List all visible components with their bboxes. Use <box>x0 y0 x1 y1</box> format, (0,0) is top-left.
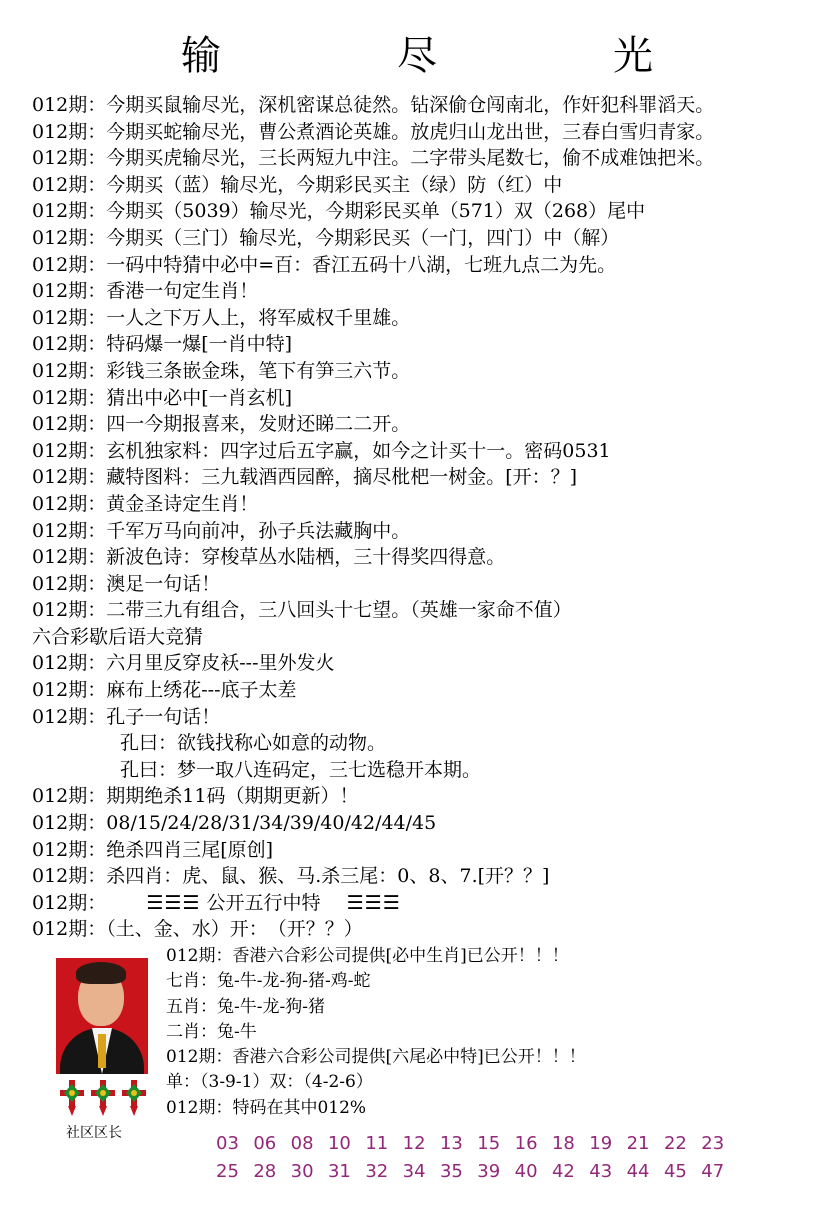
portrait-caption: 社区区长 <box>66 1125 122 1141</box>
number-cell: 19 <box>589 1133 613 1154</box>
line-20: 012期：二带三九有组合，三八回头十七望。（英雄一家命不值） <box>32 599 572 622</box>
bottom-line-6: 单：（3-9-1）双：（4-2-6） <box>166 1072 373 1093</box>
number-row-1 <box>216 1130 816 1158</box>
number-cell: 23 <box>701 1133 725 1154</box>
bottom-line-1: 012期：香港六合彩公司提供[必中生肖]已公开！！！ <box>166 946 569 966</box>
section-heading: 六合彩歇后语大竞猜 <box>32 625 204 648</box>
line-15: 012期：藏特图料：三九载酒西园醉，摘尽枇杷一树金。[开：？] <box>32 466 578 489</box>
line-18: 012期：新波色诗：穿梭草丛水陆栖，三十得奖四得意。 <box>32 546 506 569</box>
number-cell: 40 <box>514 1161 538 1182</box>
cross-badge-icon <box>58 1078 86 1118</box>
line-2: 012期：今期买蛇输尽光，曹公煮酒论英雄。放虎归山龙出世，三春白雪归青家。 <box>32 120 715 143</box>
line-13: 012期：四一今期报喜来，发财还睇二二开。 <box>32 413 411 436</box>
number-cell: 31 <box>327 1161 351 1182</box>
line-24: 012期：孔子一句话！ <box>32 705 221 728</box>
portrait-hair <box>76 962 126 984</box>
line-27: 012期：期期绝杀11码（期期更新）！ <box>32 785 359 808</box>
number-row-2 <box>216 1158 816 1186</box>
line-23: 012期：麻布上绣花---底子太差 <box>32 679 297 702</box>
line-3: 012期：今期买虎输尽光，三长两短九中注。二字带头尾数七，偷不成难蚀把米。 <box>32 147 715 170</box>
bottom-lines <box>166 944 832 1121</box>
number-cell: 25 <box>216 1161 239 1182</box>
number-cell: 47 <box>701 1161 725 1182</box>
line-30: 012期：杀四肖：虎、鼠、猴、马.杀三尾：0、8、7.[开？？] <box>32 865 550 888</box>
kill-numbers-line: 012期：08/15/24/28/31/34/39/40/42/44/45 <box>32 812 437 835</box>
line-17: 012期：千军万马向前冲，孙子兵法藏胸中。 <box>32 519 411 542</box>
line-11: 012期：彩钱三条嵌金珠，笔下有笋三六节。 <box>32 359 411 382</box>
number-cell: 28 <box>253 1161 277 1182</box>
number-cell: 34 <box>402 1161 426 1182</box>
number-grid <box>216 1130 816 1186</box>
number-cell: 08 <box>290 1133 314 1154</box>
number-cell: 11 <box>365 1133 389 1154</box>
portrait-photo <box>56 958 148 1074</box>
line-5: 012期：今期买（5039）输尽光，今期彩民买单（571）双（268）尾中 <box>32 200 646 223</box>
number-cell: 35 <box>439 1161 463 1182</box>
line-10: 012期：特码爆一爆[一肖中特] <box>32 333 293 356</box>
bottom-line-7: 012期：特码在其中012% <box>166 1097 367 1118</box>
number-cell: 16 <box>514 1133 538 1154</box>
cross-badge-icon <box>89 1078 117 1118</box>
bottom-line-2: 七肖：兔-牛-龙-狗-猪-鸡-蛇 <box>166 971 371 992</box>
bottom-line-4: 二肖：兔-牛 <box>166 1021 257 1042</box>
portrait-tie <box>98 1034 106 1068</box>
line-14: 012期：玄机独家料：四字过后五字赢，如今之计买十一。密码0531 <box>32 439 611 462</box>
badge-row <box>58 1078 150 1118</box>
bottom-line-3: 五肖：兔-牛-龙-狗-猪 <box>166 996 325 1017</box>
number-cell: 42 <box>551 1161 575 1182</box>
number-cell: 06 <box>253 1133 277 1154</box>
line-6: 012期：今期买（三门）输尽光，今期彩民买（一门，四门）中（解） <box>32 226 620 249</box>
line-9: 012期：一人之下万人上，将军威权千里雄。 <box>32 306 411 329</box>
number-cell: 44 <box>626 1161 650 1182</box>
number-cell: 18 <box>551 1133 575 1154</box>
line-16: 012期：黄金圣诗定生肖！ <box>32 492 259 515</box>
number-cell: 15 <box>477 1133 501 1154</box>
number-cell: 30 <box>290 1161 314 1182</box>
bottom-section <box>56 944 832 1194</box>
five-elements-line <box>32 890 832 917</box>
line-22: 012期：六月里反穿皮袄---里外发火 <box>32 652 335 675</box>
five-elements-text: 公开五行中特 <box>206 891 321 914</box>
line-8: 012期：香港一句定生肖！ <box>32 280 259 303</box>
triple-bar-icon-right: ☰☰☰ <box>346 891 401 914</box>
number-cell: 12 <box>402 1133 426 1154</box>
triple-bar-icon-left: ☰☰☰ <box>146 891 201 914</box>
line-4: 012期：今期买（蓝）输尽光，今期彩民买主（绿）防（红）中 <box>32 173 563 196</box>
number-cell: 39 <box>477 1161 501 1182</box>
line-1: 012期：今期买鼠输尽光，深机密谋总徒然。钻深偷仓闯南北，作奸犯科罪滔天。 <box>32 94 715 116</box>
confucius-line-2: 孔曰：梦一取八连码定，三七选稳开本期。 <box>120 758 482 781</box>
number-cell: 32 <box>365 1161 389 1182</box>
line-7: 012期：一码中特猜中必中=百：香江五码十八湖，七班九点二为先。 <box>32 253 617 276</box>
number-cell: 22 <box>663 1133 687 1154</box>
number-cell: 45 <box>663 1161 687 1182</box>
five-elements-prefix: 012期： <box>32 891 107 914</box>
line-19: 012期：澳足一句话！ <box>32 572 221 595</box>
number-cell: 13 <box>439 1133 463 1154</box>
number-cell: 03 <box>216 1133 239 1154</box>
number-cell: 10 <box>327 1133 351 1154</box>
number-cell: 21 <box>626 1133 650 1154</box>
page-title: 输 尽 光 <box>181 33 721 79</box>
bottom-line-5: 012期：香港六合彩公司提供[六尾必中特]已公开！！！ <box>166 1047 586 1068</box>
number-cell: 43 <box>589 1161 613 1182</box>
confucius-line-1: 孔曰：欲钱找称心如意的动物。 <box>120 732 387 755</box>
elements-line: 012期：（土、金、水）开： （开？？） <box>32 918 363 941</box>
line-12: 012期：猜出中必中[一肖玄机] <box>32 386 293 409</box>
prediction-lines <box>32 92 832 943</box>
line-29: 012期：绝杀四肖三尾[原创] <box>32 838 274 861</box>
cross-badge-icon <box>120 1078 148 1118</box>
